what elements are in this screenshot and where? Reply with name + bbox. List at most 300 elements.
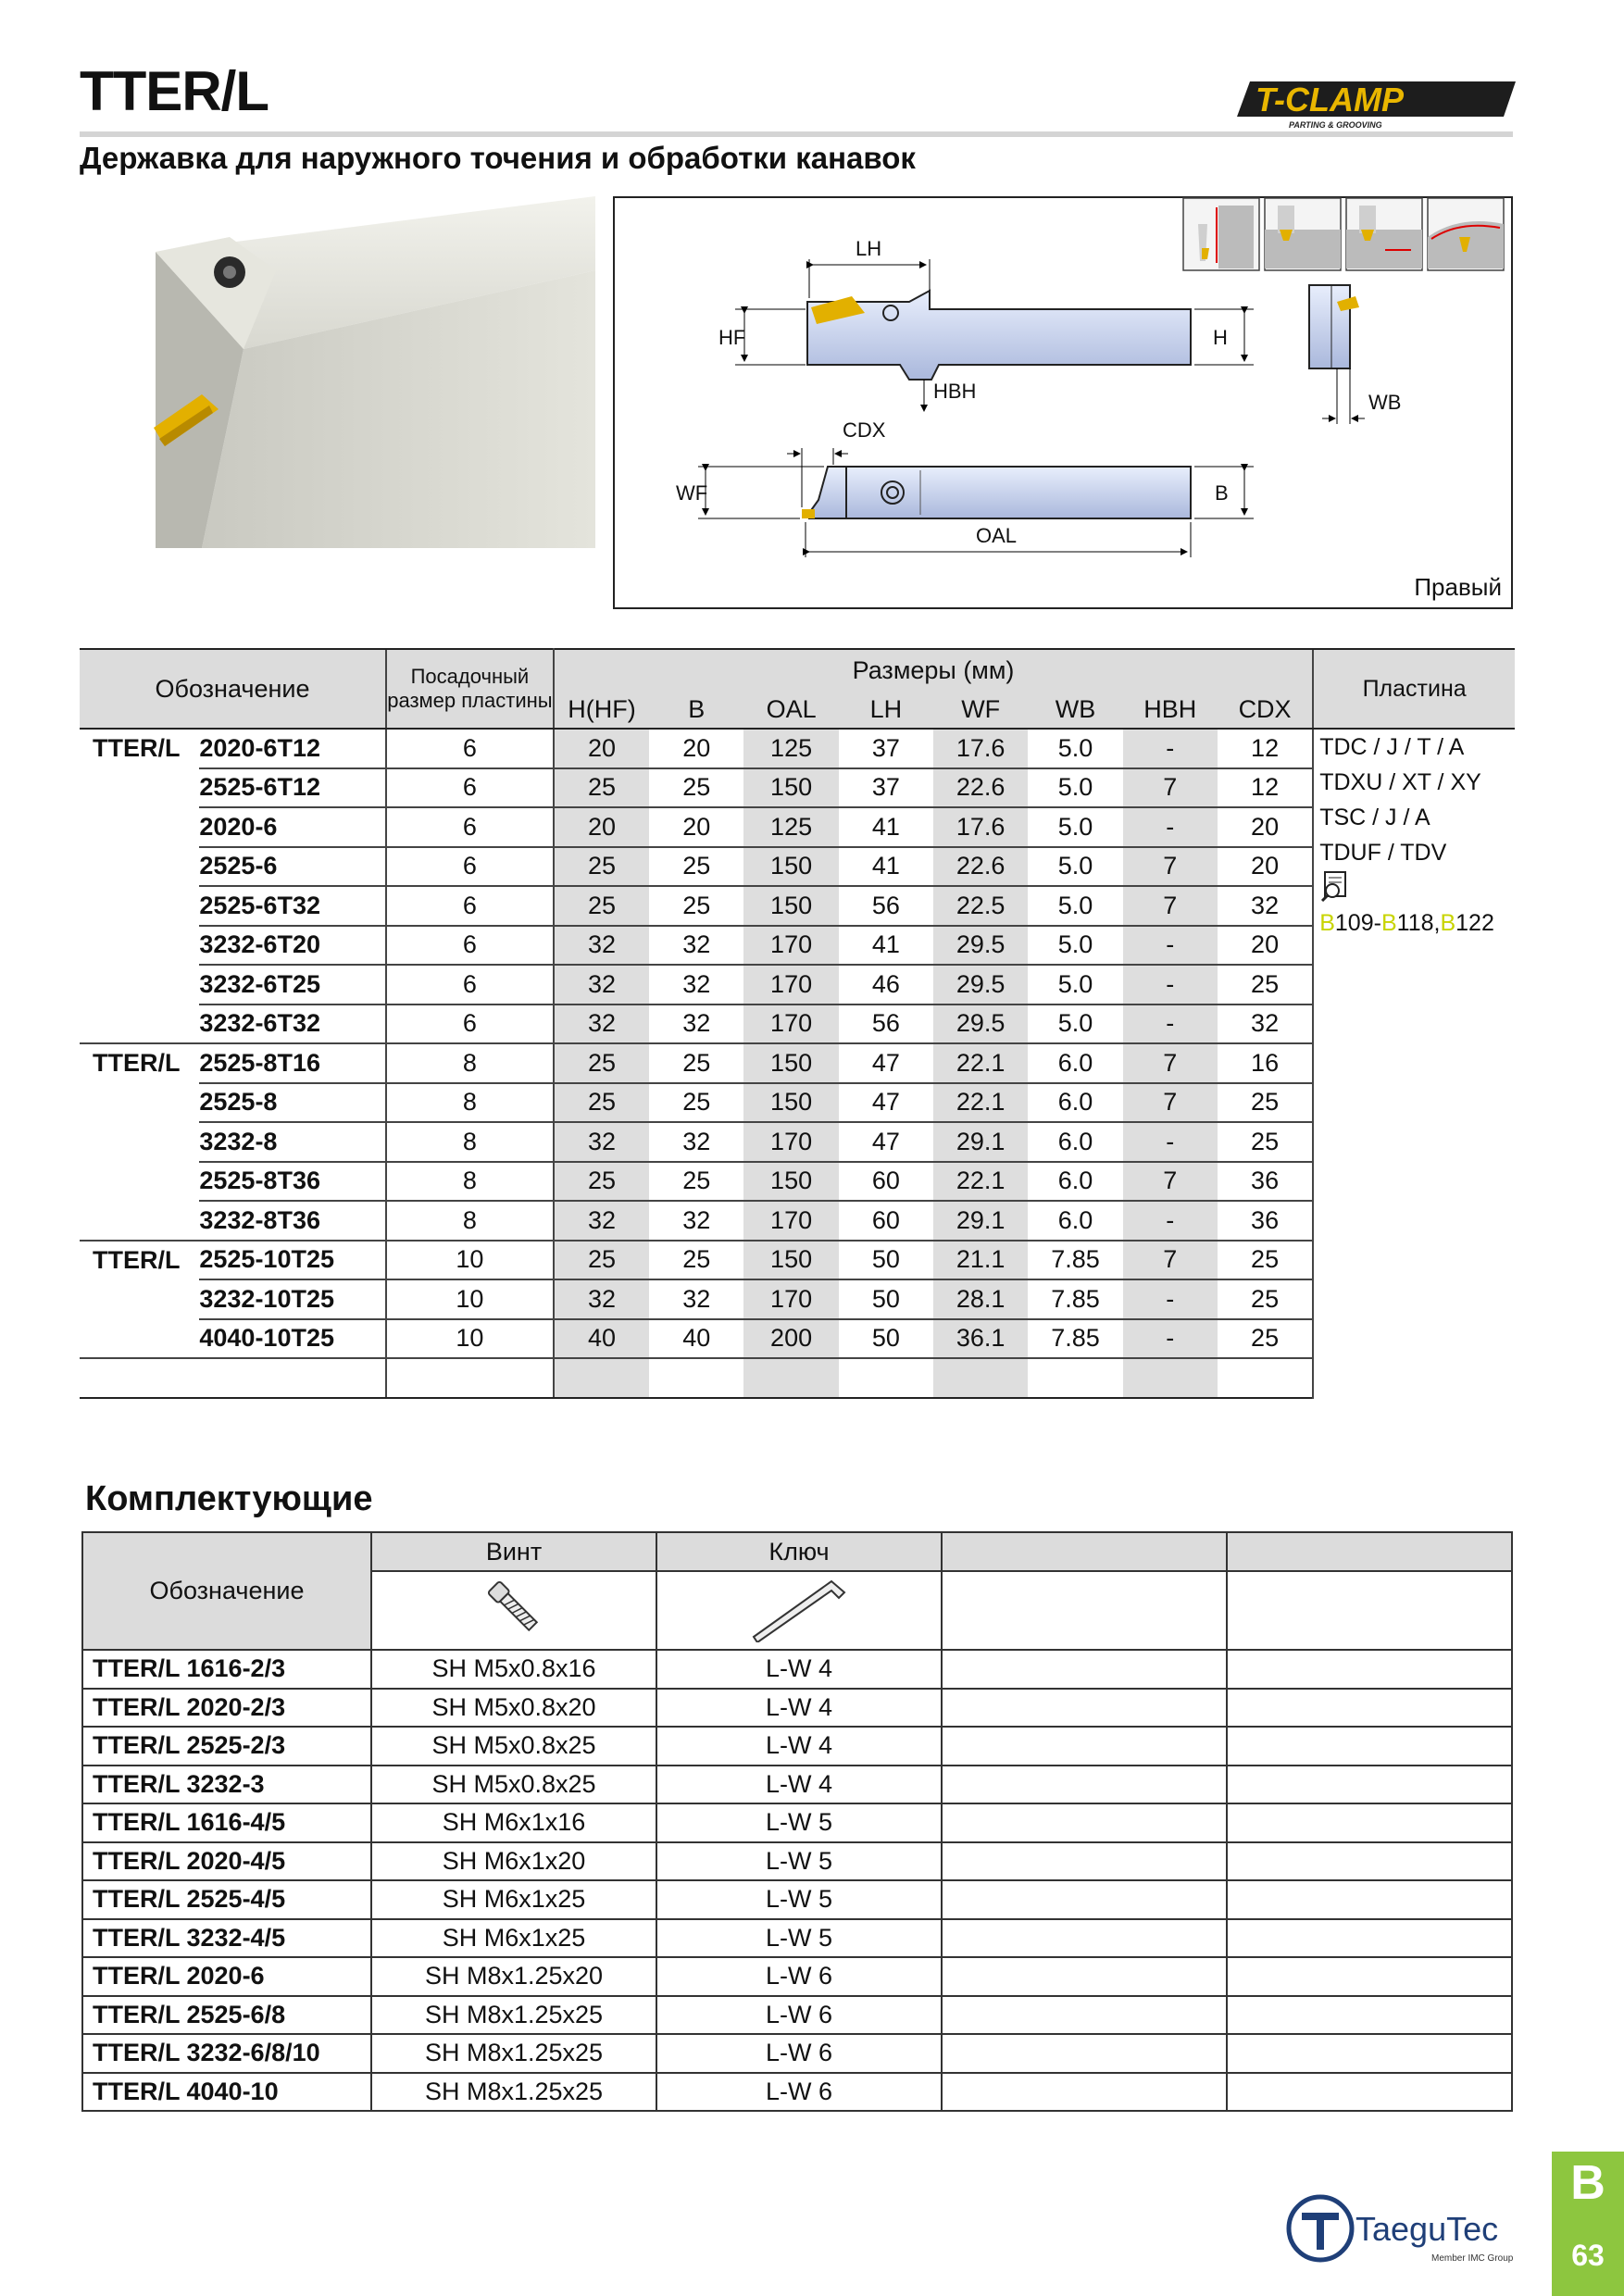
table-row: [80, 1201, 1515, 1241]
page-subtitle: Державка для наружного точения и обработки канавок: [80, 141, 916, 175]
cell-b: [649, 1358, 743, 1398]
accessory-key: L-W 6: [656, 1996, 942, 2035]
cell-h-hf: [554, 1358, 649, 1398]
cell-wf: 22.6: [933, 847, 1028, 887]
cell-cdx: 36: [1218, 1162, 1313, 1202]
accessory-blank: [942, 2073, 1227, 2112]
cell-hbh: -: [1123, 1122, 1218, 1162]
cell-cdx: 32: [1218, 886, 1313, 926]
cell-wb: 5.0: [1028, 768, 1122, 808]
table-row: [80, 1004, 1515, 1044]
accessory-blank: [942, 1880, 1227, 1919]
cell-wb: 5.0: [1028, 847, 1122, 887]
accessory-row: [82, 1766, 1512, 1804]
dim-lh-label: LH: [856, 237, 882, 260]
row-group-label: TTER/L: [93, 734, 181, 763]
cell-cdx: 20: [1218, 847, 1313, 887]
table-row: [80, 1241, 1515, 1280]
accessory-blank: [942, 1842, 1227, 1881]
row-group-label: [80, 1004, 199, 1044]
row-group-label: [80, 1083, 199, 1123]
insert-type-line: TSC / J / A: [1319, 805, 1430, 830]
col-header-wf: WF: [933, 691, 1028, 729]
accessory-screw: SH M5x0.8x16: [371, 1650, 656, 1689]
cell-b: 25: [649, 1083, 743, 1123]
col-designation-header: Обозначение: [80, 649, 386, 729]
cell-wb: 5.0: [1028, 886, 1122, 926]
dim-hf-label: HF: [718, 326, 746, 349]
accessory-designation: TTER/L 2020-4/5: [82, 1842, 371, 1881]
row-group-label: [80, 768, 199, 808]
cell-oal: 150: [743, 886, 838, 926]
accessory-row: [82, 1727, 1512, 1766]
cell-cdx: 32: [1218, 1004, 1313, 1044]
accessory-row: [82, 2073, 1512, 2112]
cell-h-hf: 32: [554, 1004, 649, 1044]
cell-cdx: 25: [1218, 1122, 1313, 1162]
acc-designation-header: Обозначение: [82, 1532, 371, 1650]
cell-hbh: 7: [1123, 768, 1218, 808]
cell-wb: 6.0: [1028, 1162, 1122, 1202]
cell-lh: 50: [839, 1279, 933, 1319]
row-seat-size: 6: [386, 729, 554, 768]
cell-oal: 170: [743, 1201, 838, 1241]
cell-b: 25: [649, 886, 743, 926]
cell-h-hf: 25: [554, 847, 649, 887]
accessory-designation: TTER/L 2525-2/3: [82, 1727, 371, 1766]
accessory-key: L-W 6: [656, 2073, 942, 2112]
hand-label: Правый: [1414, 573, 1502, 601]
taegutec-logo-text: TaeguTec: [1355, 2210, 1499, 2248]
cell-oal: 125: [743, 729, 838, 768]
accessory-blank: [1227, 1919, 1512, 1958]
col-header-hbh: HBH: [1123, 691, 1218, 729]
insert-type-line: TDUF / TDV: [1319, 840, 1447, 866]
row-seat-size: 8: [386, 1043, 554, 1083]
row-group-label: [80, 1279, 199, 1319]
row-seat-size: 6: [386, 1004, 554, 1044]
cell-wf: 17.6: [933, 729, 1028, 768]
cell-wb: 5.0: [1028, 729, 1122, 768]
accessory-designation: TTER/L 3232-6/8/10: [82, 2034, 371, 2073]
row-size-code: 2525-6T32: [199, 886, 386, 926]
cell-oal: 200: [743, 1319, 838, 1359]
cell-oal: 170: [743, 926, 838, 966]
row-group-label: [80, 965, 199, 1004]
cell-cdx: 25: [1218, 965, 1313, 1004]
cell-cdx: [1218, 1358, 1313, 1398]
cell-hbh: -: [1123, 807, 1218, 847]
cell-wf: 17.6: [933, 807, 1028, 847]
row-group-label: TTER/L: [93, 1245, 181, 1274]
cell-h-hf: 32: [554, 1122, 649, 1162]
accessory-screw: SH M5x0.8x20: [371, 1689, 656, 1728]
col-dimensions-header: Размеры (мм): [554, 649, 1313, 691]
hex-key-icon: [748, 1572, 850, 1642]
cell-cdx: 36: [1218, 1201, 1313, 1241]
cell-wf: 29.5: [933, 965, 1028, 1004]
cell-lh: 41: [839, 807, 933, 847]
row-size-code: 3232-6T25: [199, 965, 386, 1004]
cell-h-hf: 20: [554, 807, 649, 847]
cell-cdx: 12: [1218, 768, 1313, 808]
accessory-blank: [942, 1803, 1227, 1842]
dim-cdx-label: CDX: [843, 418, 886, 442]
cell-h-hf: 32: [554, 1279, 649, 1319]
title-divider: [80, 131, 1513, 137]
cell-oal: 150: [743, 768, 838, 808]
insert-info-empty: [1313, 1043, 1515, 1398]
cell-wf: 22.1: [933, 1083, 1028, 1123]
cell-hbh: -: [1123, 1004, 1218, 1044]
cell-cdx: 25: [1218, 1279, 1313, 1319]
row-seat-size: [386, 1358, 554, 1398]
col-header-oal: OAL: [743, 691, 838, 729]
accessory-designation: TTER/L 2020-6: [82, 1957, 371, 1996]
accessory-screw: SH M8x1.25x25: [371, 2034, 656, 2073]
accessory-designation: TTER/L 2020-2/3: [82, 1689, 371, 1728]
row-seat-size: 8: [386, 1122, 554, 1162]
accessory-row: [82, 1803, 1512, 1842]
row-group-label: [80, 1162, 199, 1202]
tool-holder-photo: [91, 196, 595, 548]
cell-wb: [1028, 1358, 1122, 1398]
col-insert-header: Пластина: [1313, 649, 1515, 729]
row-seat-size: 6: [386, 965, 554, 1004]
cell-oal: 150: [743, 1083, 838, 1123]
cell-wb: 7.85: [1028, 1319, 1122, 1359]
row-group-label: [80, 926, 199, 966]
page-number: 63: [1571, 2239, 1605, 2272]
table-row: [80, 1358, 1515, 1398]
cell-wf: 22.6: [933, 768, 1028, 808]
cell-oal: 150: [743, 847, 838, 887]
row-size-code: 3232-6T20: [199, 926, 386, 966]
cell-wf: 28.1: [933, 1279, 1028, 1319]
accessory-designation: TTER/L 2525-6/8: [82, 1996, 371, 2035]
cell-cdx: 12: [1218, 729, 1313, 768]
row-size-code: 2525-8T36: [199, 1162, 386, 1202]
cell-b: 32: [649, 1279, 743, 1319]
cell-hbh: 7: [1123, 1043, 1218, 1083]
row-seat-size: 10: [386, 1319, 554, 1359]
cell-h-hf: 32: [554, 926, 649, 966]
row-size-code: 3232-10T25: [199, 1279, 386, 1319]
cell-b: 32: [649, 926, 743, 966]
screw-icon-cell: [371, 1571, 656, 1650]
cell-lh: 41: [839, 926, 933, 966]
cell-wb: 6.0: [1028, 1043, 1122, 1083]
insert-type-line: TDC / J / T / A: [1319, 734, 1465, 760]
cell-hbh: -: [1123, 1319, 1218, 1359]
accessory-key: L-W 5: [656, 1880, 942, 1919]
cell-b: 32: [649, 1201, 743, 1241]
cell-hbh: -: [1123, 1279, 1218, 1319]
cell-b: 25: [649, 1241, 743, 1280]
cell-h-hf: 20: [554, 729, 649, 768]
cell-b: 25: [649, 1162, 743, 1202]
dim-b-label: B: [1215, 481, 1229, 505]
cell-wb: 5.0: [1028, 926, 1122, 966]
cell-wf: 29.5: [933, 926, 1028, 966]
cell-wb: 5.0: [1028, 1004, 1122, 1044]
hex-key-icon-cell: [656, 1571, 942, 1650]
table-row: [80, 1083, 1515, 1123]
accessory-blank: [1227, 1650, 1512, 1689]
section-letter: B: [1570, 2156, 1605, 2210]
screw-icon: [481, 1575, 546, 1640]
row-size-code: 2525-6T12: [199, 768, 386, 808]
row-size-code: 3232-6T32: [199, 1004, 386, 1044]
cell-lh: 47: [839, 1043, 933, 1083]
accessory-designation: TTER/L 3232-3: [82, 1766, 371, 1804]
dimension-diagram: [613, 196, 1513, 609]
row-group-label: [80, 1358, 199, 1398]
cell-h-hf: 32: [554, 1201, 649, 1241]
table-row: [80, 1319, 1515, 1359]
acc-screw-header: Винт: [371, 1532, 656, 1571]
cell-wb: 7.85: [1028, 1279, 1122, 1319]
row-size-code: 3232-8: [199, 1122, 386, 1162]
table-row: [80, 768, 1515, 808]
accessory-blank: [942, 2034, 1227, 2073]
taegutec-logo-subtext: Member IMC Group: [1431, 2253, 1514, 2264]
cell-cdx: 25: [1218, 1241, 1313, 1280]
row-seat-size: 6: [386, 807, 554, 847]
cell-b: 20: [649, 807, 743, 847]
accessory-screw: SH M5x0.8x25: [371, 1766, 656, 1804]
cell-b: 32: [649, 1122, 743, 1162]
cell-cdx: 16: [1218, 1043, 1313, 1083]
accessory-key: L-W 6: [656, 2034, 942, 2073]
row-size-code: 2525-10T25: [199, 1241, 386, 1280]
accessory-blank: [1227, 1689, 1512, 1728]
accessory-designation: TTER/L 2525-4/5: [82, 1880, 371, 1919]
cell-lh: 60: [839, 1201, 933, 1241]
holder-dimensions-table: [80, 648, 1515, 1399]
row-seat-size: 8: [386, 1201, 554, 1241]
accessories-table: [81, 1531, 1513, 2112]
table-row: [80, 1122, 1515, 1162]
cell-oal: 150: [743, 1043, 838, 1083]
cell-hbh: -: [1123, 729, 1218, 768]
accessory-key: L-W 4: [656, 1650, 942, 1689]
cell-wf: 21.1: [933, 1241, 1028, 1280]
cell-h-hf: 40: [554, 1319, 649, 1359]
cell-lh: 56: [839, 1004, 933, 1044]
row-seat-size: 6: [386, 886, 554, 926]
accessory-screw: SH M6x1x16: [371, 1803, 656, 1842]
cell-oal: 170: [743, 965, 838, 1004]
dim-wb-label: WB: [1368, 391, 1402, 414]
cell-wb: 5.0: [1028, 807, 1122, 847]
row-seat-size: 10: [386, 1279, 554, 1319]
cell-b: 32: [649, 1004, 743, 1044]
accessory-screw: SH M6x1x25: [371, 1919, 656, 1958]
accessory-blank: [1227, 1727, 1512, 1766]
row-seat-size: 8: [386, 1083, 554, 1123]
accessory-row: [82, 1996, 1512, 2035]
cell-lh: 56: [839, 886, 933, 926]
accessory-blank: [942, 1919, 1227, 1958]
row-group-label: [80, 807, 199, 847]
row-group-label: TTER/L: [93, 1049, 181, 1078]
cell-hbh: 7: [1123, 1162, 1218, 1202]
cell-hbh: 7: [1123, 847, 1218, 887]
row-size-code: 2525-8: [199, 1083, 386, 1123]
accessory-blank: [1227, 1803, 1512, 1842]
cell-oal: 150: [743, 1241, 838, 1280]
row-seat-size: 6: [386, 847, 554, 887]
col-header-b: B: [649, 691, 743, 729]
cell-wf: 22.5: [933, 886, 1028, 926]
acc-blank-header-2: [1227, 1532, 1512, 1571]
table-row: [80, 1162, 1515, 1202]
accessory-key: L-W 5: [656, 1803, 942, 1842]
page-reference[interactable]: [1319, 905, 1515, 941]
cell-b: 32: [649, 965, 743, 1004]
cell-wf: 29.5: [933, 1004, 1028, 1044]
row-size-code: 4040-10T25: [199, 1319, 386, 1359]
cell-wb: 6.0: [1028, 1083, 1122, 1123]
row-group-label: [80, 886, 199, 926]
cell-lh: [839, 1358, 933, 1398]
row-seat-size: 6: [386, 926, 554, 966]
cell-oal: 170: [743, 1122, 838, 1162]
cell-hbh: [1123, 1358, 1218, 1398]
page-reference-part: 122: [1455, 910, 1494, 936]
cell-hbh: 7: [1123, 1241, 1218, 1280]
accessory-screw: SH M8x1.25x25: [371, 2073, 656, 2112]
accessory-screw: SH M6x1x20: [371, 1842, 656, 1881]
cell-wf: [933, 1358, 1028, 1398]
cell-hbh: -: [1123, 965, 1218, 1004]
col-header-lh: LH: [839, 691, 933, 729]
row-group-label: [80, 1122, 199, 1162]
cell-lh: 47: [839, 1122, 933, 1162]
row-seat-size: 10: [386, 1241, 554, 1280]
cell-h-hf: 25: [554, 1083, 649, 1123]
accessory-key: L-W 5: [656, 1919, 942, 1958]
acc-blank-icon-cell-2: [1227, 1571, 1512, 1650]
cell-b: 20: [649, 729, 743, 768]
accessory-screw: SH M8x1.25x20: [371, 1957, 656, 1996]
table-row: [80, 807, 1515, 847]
cell-lh: 47: [839, 1083, 933, 1123]
cell-wb: 5.0: [1028, 965, 1122, 1004]
cell-oal: 150: [743, 1162, 838, 1202]
accessory-row: [82, 1880, 1512, 1919]
cell-h-hf: 32: [554, 965, 649, 1004]
accessory-blank: [1227, 1766, 1512, 1804]
page-reference-part: 118,: [1396, 910, 1441, 936]
page-reference-part: 109-: [1334, 910, 1381, 936]
accessory-row: [82, 1650, 1512, 1689]
cell-lh: 50: [839, 1241, 933, 1280]
t-clamp-logo-subtext: PARTING & GROOVING: [1289, 120, 1382, 130]
accessory-blank: [942, 1957, 1227, 1996]
accessory-key: L-W 4: [656, 1727, 942, 1766]
cell-h-hf: 25: [554, 1241, 649, 1280]
accessory-designation: TTER/L 3232-4/5: [82, 1919, 371, 1958]
accessory-key: L-W 5: [656, 1842, 942, 1881]
cell-oal: 170: [743, 1279, 838, 1319]
cell-hbh: -: [1123, 1201, 1218, 1241]
cell-b: 25: [649, 768, 743, 808]
row-group-label: [80, 847, 199, 887]
cell-cdx: 25: [1218, 1319, 1313, 1359]
accessory-screw: SH M8x1.25x25: [371, 1996, 656, 2035]
cell-b: 25: [649, 1043, 743, 1083]
accessory-key: L-W 4: [656, 1766, 942, 1804]
accessory-blank: [1227, 1880, 1512, 1919]
acc-blank-icon-cell-1: [942, 1571, 1227, 1650]
accessory-row: [82, 1689, 1512, 1728]
section-tab: [1552, 2152, 1624, 2296]
dim-h-label: H: [1213, 326, 1228, 349]
row-group-label: [80, 1319, 199, 1359]
cell-lh: 41: [839, 847, 933, 887]
cell-hbh: 7: [1123, 1083, 1218, 1123]
accessory-blank: [942, 1689, 1227, 1728]
application-icons: [1181, 196, 1505, 272]
accessory-screw: SH M5x0.8x25: [371, 1727, 656, 1766]
cell-cdx: 25: [1218, 1083, 1313, 1123]
col-seat-header: [386, 649, 554, 729]
cell-lh: 60: [839, 1162, 933, 1202]
row-group-label: [80, 1201, 199, 1241]
t-clamp-logo: [1233, 74, 1520, 131]
table-row: [80, 1043, 1515, 1083]
dim-hbh-label: HBH: [933, 380, 977, 403]
cell-wb: 7.85: [1028, 1241, 1122, 1280]
cell-cdx: 20: [1218, 807, 1313, 847]
cell-h-hf: 25: [554, 886, 649, 926]
row-size-code: 2525-8T16: [199, 1043, 386, 1083]
accessory-blank: [942, 1766, 1227, 1804]
cell-wf: 36.1: [933, 1319, 1028, 1359]
page-reference-part: B: [1319, 910, 1335, 936]
accessory-key: L-W 4: [656, 1689, 942, 1728]
cell-b: 40: [649, 1319, 743, 1359]
row-size-code: [199, 1358, 386, 1398]
accessory-blank: [942, 1650, 1227, 1689]
accessory-blank: [1227, 1957, 1512, 1996]
cell-oal: 125: [743, 807, 838, 847]
accessory-key: L-W 6: [656, 1957, 942, 1996]
page-reference-part: B: [1440, 910, 1456, 936]
cell-lh: 46: [839, 965, 933, 1004]
cell-wf: 29.1: [933, 1122, 1028, 1162]
cell-hbh: -: [1123, 926, 1218, 966]
table-row: [80, 965, 1515, 1004]
dim-oal-label: OAL: [976, 524, 1018, 547]
accessory-blank: [1227, 2073, 1512, 2112]
cell-wf: 29.1: [933, 1201, 1028, 1241]
col-seat-header-line2: размер пластины: [387, 689, 553, 712]
cell-oal: 170: [743, 1004, 838, 1044]
row-size-code: 3232-8T36: [199, 1201, 386, 1241]
col-header-cdx: CDX: [1218, 691, 1313, 729]
cell-lh: 50: [839, 1319, 933, 1359]
insert-type-line: TDXU / XT / XY: [1319, 769, 1481, 795]
cell-wb: 6.0: [1028, 1201, 1122, 1241]
cell-wf: 22.1: [933, 1162, 1028, 1202]
accessory-designation: TTER/L 1616-4/5: [82, 1803, 371, 1842]
row-size-code: 2525-6: [199, 847, 386, 887]
accessories-title: Комплектующие: [85, 1479, 373, 1518]
col-seat-header-line1: Посадочный: [410, 665, 530, 688]
